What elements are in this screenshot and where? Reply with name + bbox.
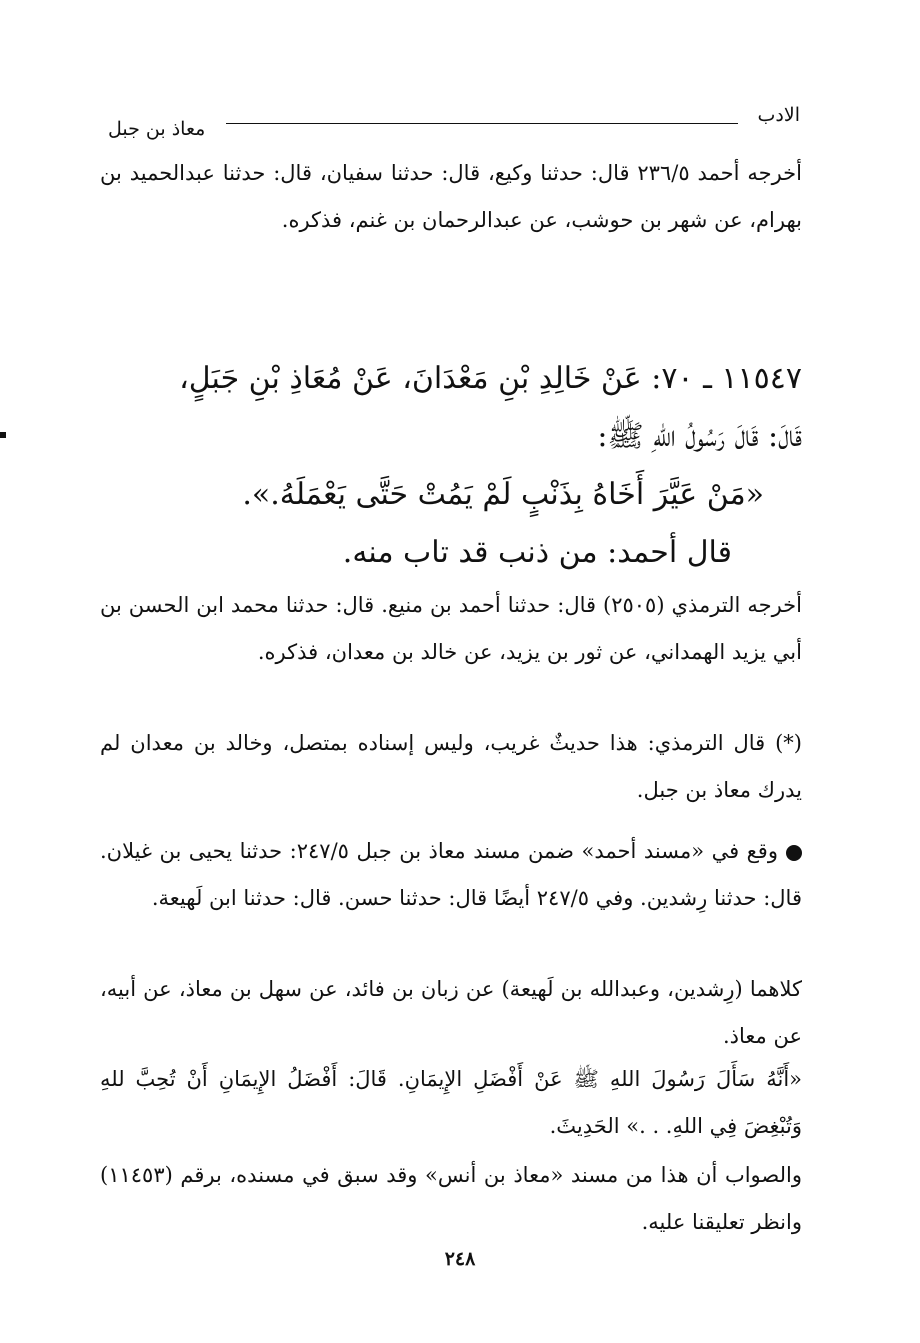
hadith-isnad-line: ١١٥٤٧ ـ ٧٠: عَنْ خَالِدِ بْنِ مَعْدَانَ، عَنْ مُعَاذِ بْنِ جَبَلٍ، [179, 361, 802, 396]
running-header [108, 104, 800, 140]
intro-paragraph: أخرجه أحمد ٢٣٦/٥ قال: حدثنا وكيع، قال: حدثنا سفيان، قال: حدثنا عبدالحميد بن بهرام، عن شهر بن حوشب، عن عبدالرحمان بن غنم، فذكره. [100, 161, 802, 232]
note-text-1: وقع في «مسند أحمد» ضمن مسند معاذ بن جبل ٢٤٧/٥: حدثنا يحيى بن غيلان. قال: حدثنا رِشدين. وفي ٢٤٧/٥ أيضًا قال: حدثنا حسن. قال: حدثنا ابن لَهيعة. [100, 839, 802, 910]
page-number: ٢٤٨ [444, 1248, 476, 1270]
tirmidhi-note: (*) قال الترمذي: هذا حديثٌ غريب، وليس إسناده بمتصل، وخالد بن معدان لم يدرك معاذ بن جبل. [100, 731, 802, 802]
note-paragraph-4: والصواب أن هذا من مسند «معاذ بن أنس» وقد سبق في مسنده، برقم (١١٤٥٣) وانظر تعليقنا عليه. [100, 1163, 802, 1234]
note-paragraph-1 [100, 828, 802, 922]
chapter-title: الادب [757, 104, 800, 126]
header-rule [226, 123, 738, 124]
ahmad-comment: قال أحمد: من ذنب قد تاب منه. [342, 535, 732, 570]
running-title: معاذ بن جبل [108, 118, 206, 140]
bullet-icon [786, 845, 802, 861]
takhrij-paragraph: أخرجه الترمذي (٢٥٠٥) قال: حدثنا أحمد بن منيع. قال: حدثنا محمد ابن الحسن بن أبي يزيد الهمداني، عن ثور بن يزيد، عن خالد بن معدان، فذكره. [100, 593, 802, 664]
hadith-block [100, 350, 802, 582]
hadith-attribution-line: قَالَ: قَالَ رَسُولُ اللهِ ﷺ: [597, 419, 802, 454]
note-paragraph-3: «أَنَّهُ سَأَلَ رَسُولَ اللهِ ﷺ عَنْ أَفْضَلِ الإِيمَانِ. قَالَ: أَفْضَلُ الإِيمَانِ أَنْ تُحِبَّ للهِ وَتُبْغِضَ فِي اللهِ. . .» الحَدِيثَ. [100, 1067, 802, 1138]
note-paragraph-2: كلاهما (رِشدين، وعبدالله بن لَهيعة) عن زبان بن فائد، عن سهل بن معاذ، عن أبيه، عن معاذ. [100, 977, 802, 1048]
margin-mark [0, 432, 6, 438]
hadith-matn: «مَنْ عَيَّرَ أَخَاهُ بِذَنْبٍ لَمْ يَمُتْ حَتَّى يَعْمَلَهُ.». [242, 477, 764, 512]
